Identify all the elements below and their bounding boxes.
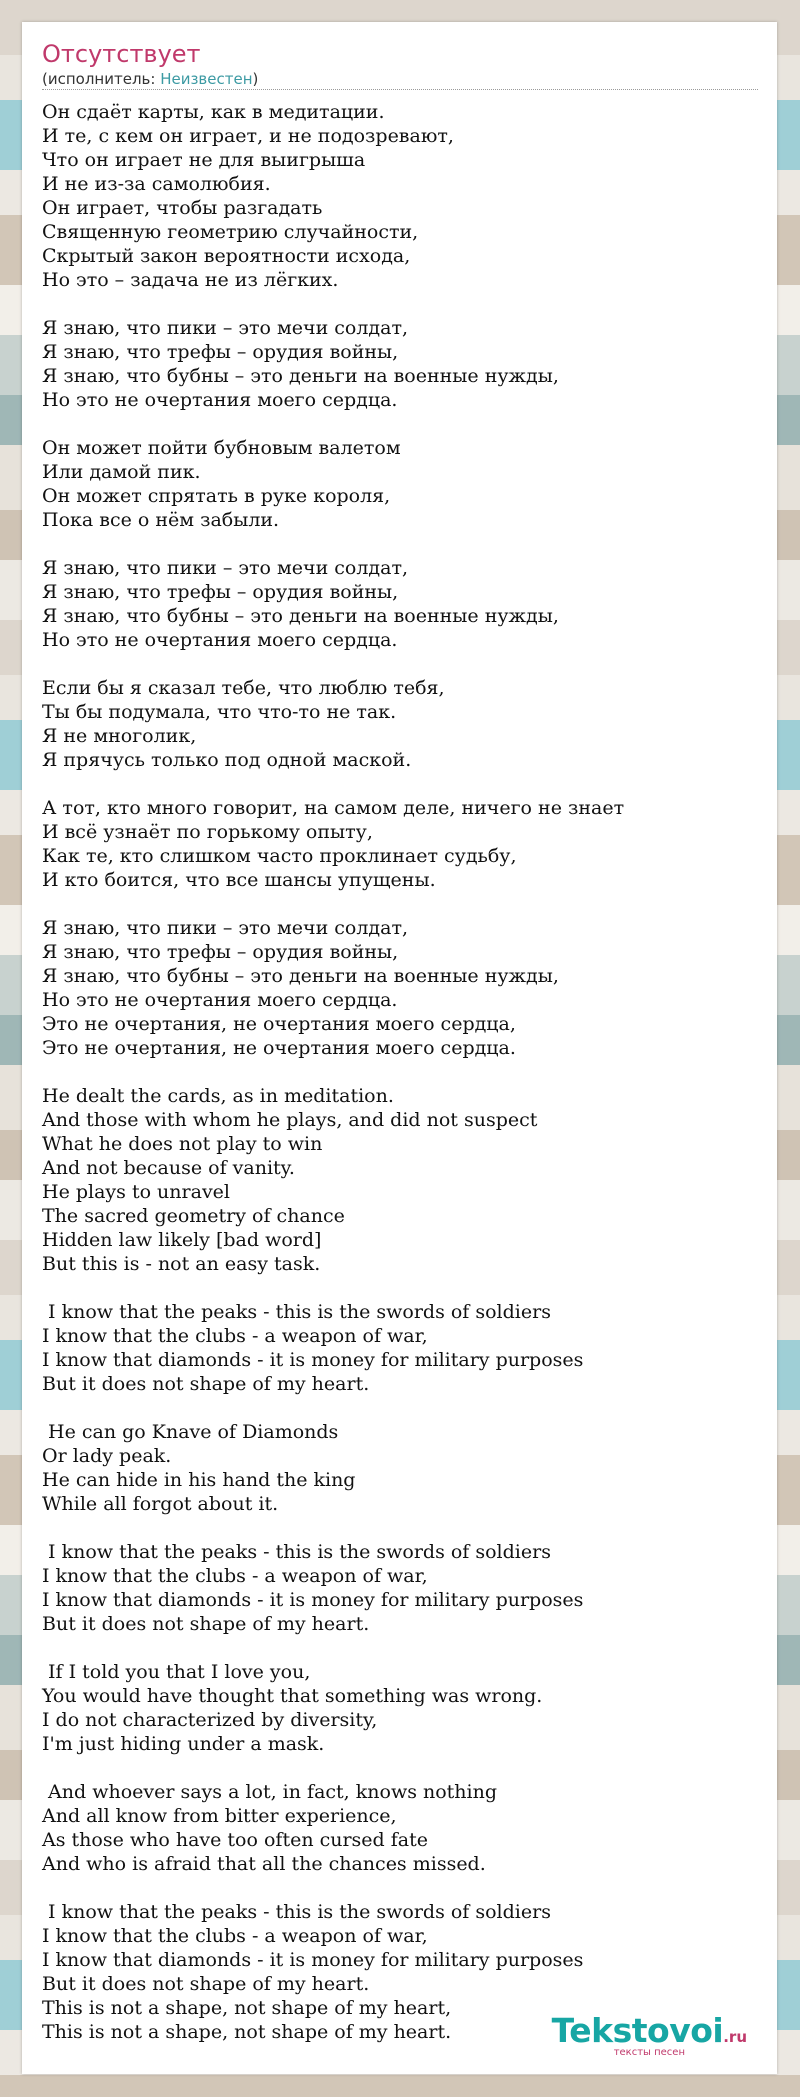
song-title: Отсутствует bbox=[42, 40, 201, 68]
lyrics-stanza bbox=[42, 556, 758, 652]
lyrics-line: While all forgot about it. bbox=[42, 1493, 279, 1515]
lyrics-line: He plays to unravel bbox=[42, 1181, 230, 1203]
lyrics-stanza bbox=[42, 1660, 758, 1756]
lyrics-line: The sacred geometry of chance bbox=[42, 1205, 345, 1227]
lyrics-line: И всё узнаёт по горькому опыту, bbox=[42, 821, 373, 843]
lyrics-line: Я знаю, что бубны – это деньги на военные нужды, bbox=[42, 965, 559, 987]
lyrics-line: And all know from bitter experience, bbox=[42, 1805, 397, 1827]
lyrics-stanza bbox=[42, 796, 758, 892]
lyrics-line: Я знаю, что пики – это мечи солдат, bbox=[42, 917, 409, 939]
lyrics-line: I know that the peaks - this is the swords of soldiers bbox=[42, 1901, 551, 1923]
lyrics-stanza bbox=[42, 1540, 758, 1636]
lyrics-line: And whoever says a lot, in fact, knows nothing bbox=[42, 1781, 498, 1803]
lyrics-stanza bbox=[42, 1300, 758, 1396]
lyrics-line: Скрытый закон вероятности исхода, bbox=[42, 245, 411, 267]
lyrics-line: What he does not play to win bbox=[42, 1133, 323, 1155]
lyrics-stanza bbox=[42, 316, 758, 412]
lyrics-line: И те, с кем он играет, и не подозревают, bbox=[42, 125, 454, 147]
lyrics-line: Он играет, чтобы разгадать bbox=[42, 197, 323, 219]
lyrics-line: I do not characterized by diversity, bbox=[42, 1709, 378, 1731]
lyrics-line: Он может спрятать в руке короля, bbox=[42, 485, 391, 507]
lyrics-line: But it does not shape of my heart. bbox=[42, 1613, 370, 1635]
lyrics-line: But it does not shape of my heart. bbox=[42, 1973, 370, 1995]
lyrics-line: Священную геометрию случайности, bbox=[42, 221, 419, 243]
lyrics-line: Я знаю, что бубны – это деньги на военные нужды, bbox=[42, 605, 559, 627]
lyrics-line: Я знаю, что пики – это мечи солдат, bbox=[42, 317, 409, 339]
lyrics-line: But it does not shape of my heart. bbox=[42, 1373, 370, 1395]
lyrics-line: Он может пойти бубновым валетом bbox=[42, 437, 401, 459]
lyrics-line: Но это – задача не из лёгких. bbox=[42, 269, 339, 291]
lyrics-line: Я знаю, что трефы – орудия войны, bbox=[42, 581, 399, 603]
lyrics-line: Or lady peak. bbox=[42, 1445, 172, 1467]
lyrics-line: But this is - not an easy task. bbox=[42, 1253, 321, 1275]
lyrics-line: I know that the peaks - this is the swords of soldiers bbox=[42, 1301, 551, 1323]
lyrics-stanza bbox=[42, 100, 758, 292]
lyrics-line: Но это не очертания моего сердца. bbox=[42, 989, 398, 1011]
lyrics-stanza bbox=[42, 1420, 758, 1516]
title-divider bbox=[42, 89, 758, 90]
lyrics-line: Но это не очертания моего сердца. bbox=[42, 389, 398, 411]
lyrics-line: Я прячусь только под одной маской. bbox=[42, 749, 412, 771]
lyrics-line: Я знаю, что пики – это мечи солдат, bbox=[42, 557, 409, 579]
lyrics-line: I know that the clubs - a weapon of war, bbox=[42, 1565, 428, 1587]
lyrics-line: I know that diamonds - it is money for military purposes bbox=[42, 1349, 584, 1371]
lyrics-line: He can hide in his hand the king bbox=[42, 1469, 356, 1491]
lyrics-line: You would have thought that something was wrong. bbox=[42, 1685, 543, 1707]
lyrics-line: This is not a shape, not shape of my heart. bbox=[42, 2021, 452, 2043]
lyrics-line: And not because of vanity. bbox=[42, 1157, 295, 1179]
lyrics-line: Что он играет не для выигрыша bbox=[42, 149, 366, 171]
lyrics-line: This is not a shape, not shape of my heart, bbox=[42, 1997, 452, 2019]
logo-domain: .ru bbox=[723, 2028, 747, 2046]
lyrics-line: Или дамой пик. bbox=[42, 461, 201, 483]
lyrics-line: Это не очертания, не очертания моего сердца, bbox=[42, 1013, 516, 1035]
artist-link[interactable]: Неизвестен bbox=[160, 70, 253, 88]
lyrics-line: I know that diamonds - it is money for military purposes bbox=[42, 1589, 584, 1611]
lyrics-line: If I told you that I love you, bbox=[42, 1661, 311, 1683]
lyrics-line: Но это не очертания моего сердца. bbox=[42, 629, 398, 651]
logo-tagline: тексты песен bbox=[613, 2047, 685, 2058]
lyrics-line: Пока все о нём забыли. bbox=[42, 509, 280, 531]
lyrics-line: Это не очертания, не очертания моего сердца. bbox=[42, 1037, 516, 1059]
lyrics-card bbox=[22, 22, 777, 2074]
lyrics-stanza bbox=[42, 916, 758, 1060]
lyrics-line: Hidden law likely [bad word] bbox=[42, 1229, 322, 1251]
lyrics-line: I know that the clubs - a weapon of war, bbox=[42, 1325, 428, 1347]
lyrics-line: And those with whom he plays, and did not suspect bbox=[42, 1109, 538, 1131]
lyrics-line: Я знаю, что бубны – это деньги на военные нужды, bbox=[42, 365, 559, 387]
artist-prefix: (исполнитель: bbox=[42, 70, 161, 88]
lyrics-line: As those who have too often cursed fate bbox=[42, 1829, 428, 1851]
lyrics-line: I know that the peaks - this is the swords of soldiers bbox=[42, 1541, 551, 1563]
lyrics-stanza bbox=[42, 436, 758, 532]
lyrics-line: Он сдаёт карты, как в медитации. bbox=[42, 101, 385, 123]
lyrics-line: Ты бы подумала, что что-то не так. bbox=[42, 701, 397, 723]
lyrics-line: Если бы я сказал тебе, что люблю тебя, bbox=[42, 677, 445, 699]
lyrics-line: He dealt the cards, as in meditation. bbox=[42, 1085, 394, 1107]
lyrics-line: And who is afraid that all the chances missed. bbox=[42, 1853, 486, 1875]
lyrics-line: I'm just hiding under a mask. bbox=[42, 1733, 325, 1755]
lyrics-stanza bbox=[42, 1780, 758, 1876]
logo-name: Tekstovoi bbox=[551, 2011, 724, 2050]
lyrics-line: I know that the clubs - a weapon of war, bbox=[42, 1925, 428, 1947]
lyrics-line: И не из-за самолюбия. bbox=[42, 173, 271, 195]
site-logo[interactable] bbox=[551, 2011, 747, 2058]
lyrics-line: И кто боится, что все шансы упущены. bbox=[42, 869, 436, 891]
artist-line bbox=[42, 70, 258, 88]
lyrics-stanza bbox=[42, 1084, 758, 1276]
lyrics-line: А тот, кто много говорит, на самом деле, ничего не знает bbox=[42, 797, 625, 819]
artist-suffix: ) bbox=[252, 70, 259, 88]
lyrics-line: I know that diamonds - it is money for military purposes bbox=[42, 1949, 584, 1971]
lyrics-line: He can go Knave of Diamonds bbox=[42, 1421, 339, 1443]
lyrics-text bbox=[42, 100, 758, 2044]
lyrics-line: Я знаю, что трефы – орудия войны, bbox=[42, 341, 399, 363]
lyrics-stanza bbox=[42, 676, 758, 772]
lyrics-line: Я знаю, что трефы – орудия войны, bbox=[42, 941, 399, 963]
lyrics-line: Как те, кто слишком часто проклинает судьбу, bbox=[42, 845, 517, 867]
lyrics-line: Я не многолик, bbox=[42, 725, 197, 747]
